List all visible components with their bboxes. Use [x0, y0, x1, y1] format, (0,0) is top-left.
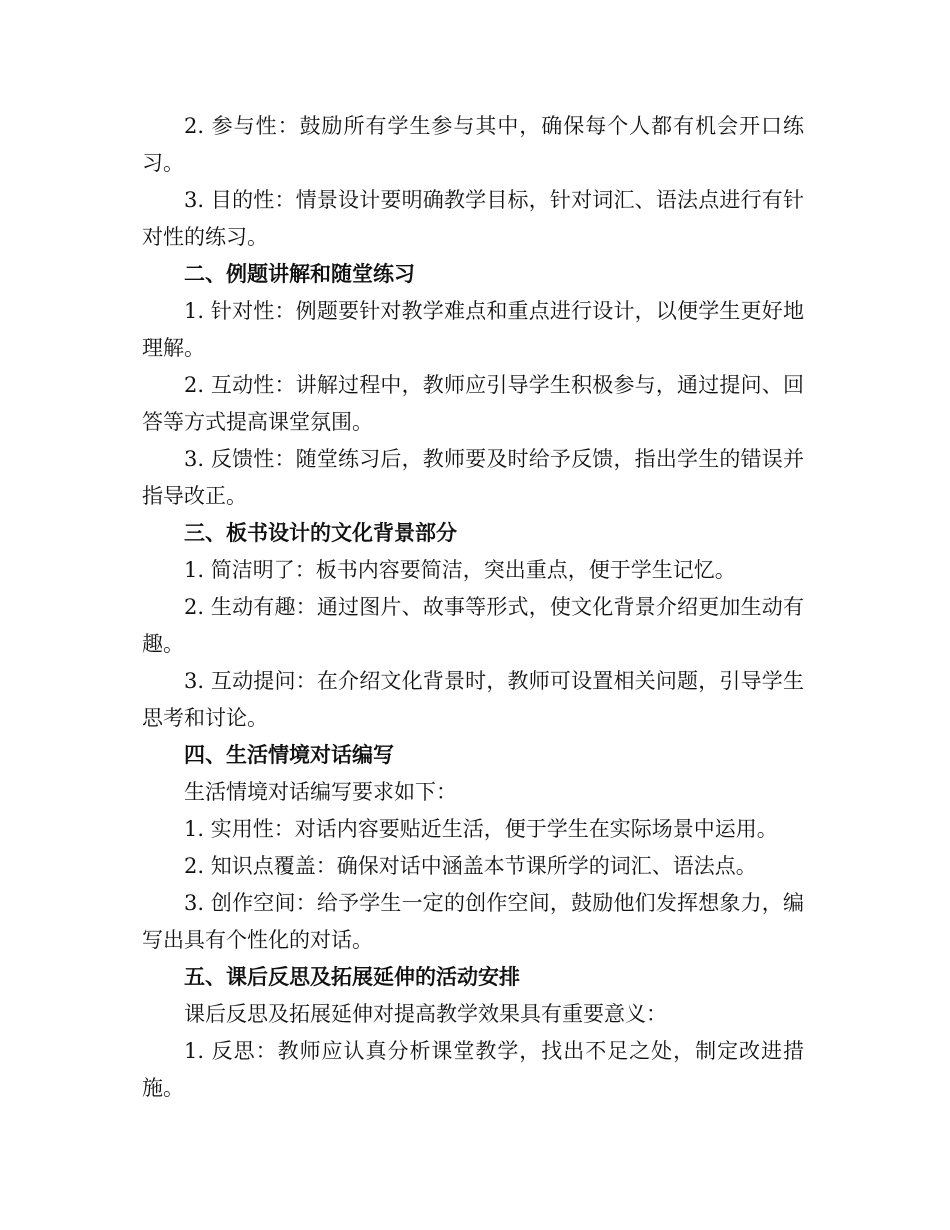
paragraph: 3. 互动提问：在介绍文化背景时，教师可设置相关问题，引导学生思考和讨论。: [142, 669, 804, 730]
paragraph: 3. 目的性：情景设计要明确教学目标，针对词汇、语法点进行有针对性的练习。: [142, 188, 804, 249]
document-body: [142, 108, 804, 1107]
paragraph: 3. 创作空间：给予学生一定的创作空间，鼓励他们发挥想象力，编写出具有个性化的对话。: [142, 891, 804, 952]
paragraph: 生活情境对话编写要求如下：: [184, 780, 457, 804]
paragraph: 2. 知识点覆盖：确保对话中涵盖本节课所学的词汇、语法点。: [184, 854, 757, 878]
paragraph: 2. 互动性：讲解过程中，教师应引导学生积极参与，通过提问、回答等方式提高课堂氛围。: [142, 373, 804, 434]
paragraph: 1. 实用性：对话内容要贴近生活，便于学生在实际场景中运用。: [184, 817, 778, 841]
paragraph: 1. 简洁明了：板书内容要简洁，突出重点，便于学生记忆。: [184, 558, 736, 582]
section-heading: 五、课后反思及拓展延伸的活动安排: [184, 965, 520, 989]
section-heading: 三、板书设计的文化背景部分: [184, 521, 457, 545]
paragraph: 课后反思及拓展延伸对提高教学效果具有重要意义：: [184, 1002, 667, 1026]
section-heading: 四、生活情境对话编写: [184, 743, 394, 767]
paragraph: 2. 生动有趣：通过图片、故事等形式，使文化背景介绍更加生动有趣。: [142, 595, 804, 656]
paragraph: 1. 反思：教师应认真分析课堂教学，找出不足之处，制定改进措施。: [142, 1039, 804, 1100]
paragraph: 1. 针对性：例题要针对教学难点和重点进行设计，以便学生更好地理解。: [142, 299, 804, 360]
section-heading: 二、例题讲解和随堂练习: [184, 262, 415, 286]
paragraph: 2. 参与性：鼓励所有学生参与其中，确保每个人都有机会开口练习。: [142, 114, 804, 175]
paragraph: 3. 反馈性：随堂练习后，教师要及时给予反馈，指出学生的错误并指导改正。: [142, 447, 804, 508]
